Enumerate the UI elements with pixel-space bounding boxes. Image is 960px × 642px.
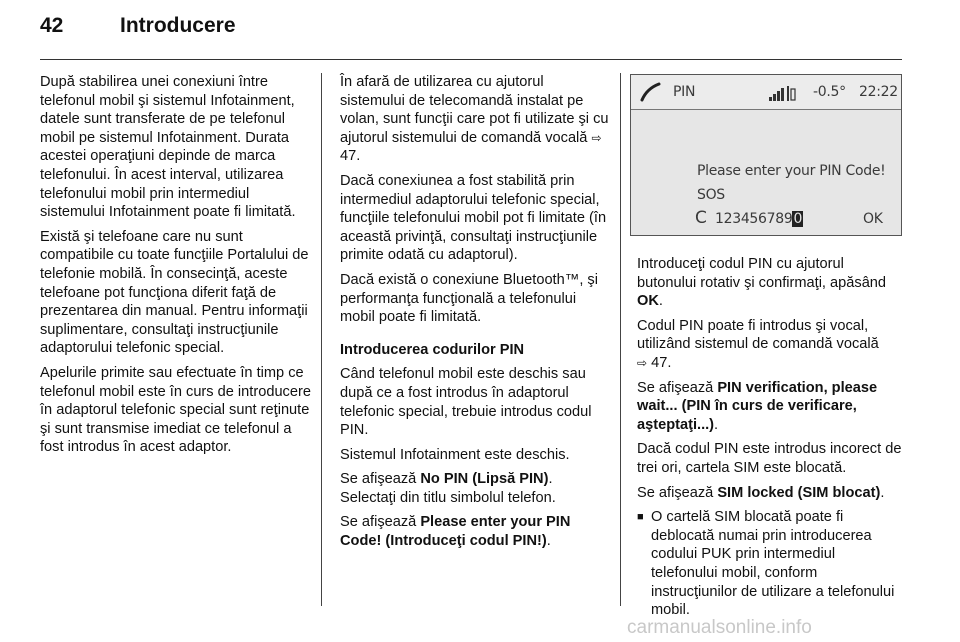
paragraph-voice-pin: Codul PIN poate fi introdus şi vocal, utilizând sistemul de comandă vocală ⇨ 47.	[637, 317, 879, 371]
column-divider-2	[620, 73, 621, 606]
paragraph-pin-verification: Se afişează PIN verification, please wait... (PIN în curs de verificare, aşteptaţi...).	[637, 379, 878, 433]
screen-ok-button[interactable]: OK	[863, 211, 883, 227]
screen-sos-option[interactable]: SOS	[697, 187, 725, 203]
screen-clock: 22:22	[859, 84, 898, 100]
signal-icon	[769, 85, 797, 101]
page-header	[40, 14, 920, 54]
section-heading-pin: Introducerea codurilor PIN	[340, 341, 525, 358]
page-reference[interactable]: 47.	[340, 148, 361, 165]
paragraph-enter-pin: Se afişează Please enter your PIN Code! (Introduceţi codul PIN!).	[340, 514, 571, 550]
pin-entry-screen	[630, 74, 902, 236]
paragraph-bluetooth: Dacă există o conexiune Bluetooth™, şi performanţa funcţională a telefonului mobil poate fi limitată.	[340, 271, 598, 326]
reference-arrow-icon: ⇨	[637, 355, 648, 370]
screen-title: PIN	[673, 84, 696, 100]
column-3	[637, 255, 905, 620]
screen-digit-entry[interactable]: 1234567890	[715, 211, 803, 227]
paragraph-pin-required: Când telefonul mobil este deschis sau după ce a fost introdus în adaptorul telefonic special, trebuie introdus codul PIN.	[340, 366, 592, 439]
paragraph-enter-confirm: Introduceţi codul PIN cu ajutorul butonului rotativ şi confirmaţi, apăsând OK.	[637, 256, 887, 310]
bullet-puk: ■ O cartelă SIM blocată poate fi deblocată numai prin introducerea codului PUK prin intermediul telefonului mobil, conform instrucţiunilor de utilizare a telefonului mobil.	[637, 508, 905, 620]
page-number: 42	[40, 14, 64, 37]
column-1	[40, 73, 316, 463]
watermark: carmanualsonline.info	[627, 617, 812, 638]
paragraph-infotainment-on: Sistemul Infotainment este deschis.	[340, 446, 570, 463]
column-2	[340, 73, 612, 557]
paragraph-sim-locked: Se afişează SIM locked (SIM blocat).	[637, 484, 885, 501]
backspace-icon[interactable]: C	[695, 208, 707, 228]
screen-temperature: -0.5°	[813, 84, 846, 100]
paragraph-compatibility: Există şi telefoane care nu sunt compatibile cu toate funcţiile Portalului de telefonie mobilă. În consecinţă, aceste telefoane pot funcţiona diferit faţă de prezentarea din manual. Pentru informaţii suplimentare, consultaţi instrucţiunile adaptorului telefonic special.	[40, 228, 309, 357]
reference-arrow-icon: ⇨	[591, 130, 602, 145]
paragraph-data-transfer: După stabilirea unei conexiuni între telefonul mobil şi sistemul Infotainment, datele sunt transferate de pe telefonul mobil pe sistemul Infotainment. Durata acestei operaţiuni depinde de marca telefonului. În acest interval, utilizarea telefonului mobil prin intermediul sistemului Infotainment poate fi limitată.	[40, 74, 296, 221]
digit-cursor: 0	[793, 211, 803, 227]
header-divider	[40, 59, 902, 60]
paragraph-wrong-pin: Dacă codul PIN este introdus incorect de trei ori, cartela SIM este blocată.	[637, 441, 902, 476]
paragraph-adapter-limits: Dacă conexiunea a fost stabilită prin intermediul adaptorului telefonic special, funcţiile telefonului mobil pot fi limitate (în această privinţă, consultaţi instrucţiunile primite odată cu adaptorul).	[340, 172, 607, 264]
paragraph-voice-control: În afară de utilizarea cu ajutorul sistemului de telecomandă instalat pe volan, sunt funcţii care pot fi utilizate şi cu ajutorul sistemului de comandă vocală ⇨ 47.	[340, 74, 609, 165]
page-reference[interactable]: 47.	[651, 354, 672, 371]
screen-pin-prompt: Please enter your PIN Code!	[697, 163, 886, 179]
paragraph-no-pin: Se afişează No PIN (Lipsă PIN). Selectaţi din titlu simbolul telefon.	[340, 471, 556, 506]
page-title: Introducere	[120, 14, 236, 37]
paragraph-calls: Apelurile primite sau efectuate în timp ce telefonul mobil este în curs de introducere în adaptorul telefonic special sunt reţinute şi sunt transmise imediat ce telefonul a fost introdus în acest adaptor.	[40, 364, 311, 456]
column-divider-1	[321, 73, 322, 606]
phone-icon	[639, 81, 663, 103]
bullet-list	[637, 508, 905, 620]
